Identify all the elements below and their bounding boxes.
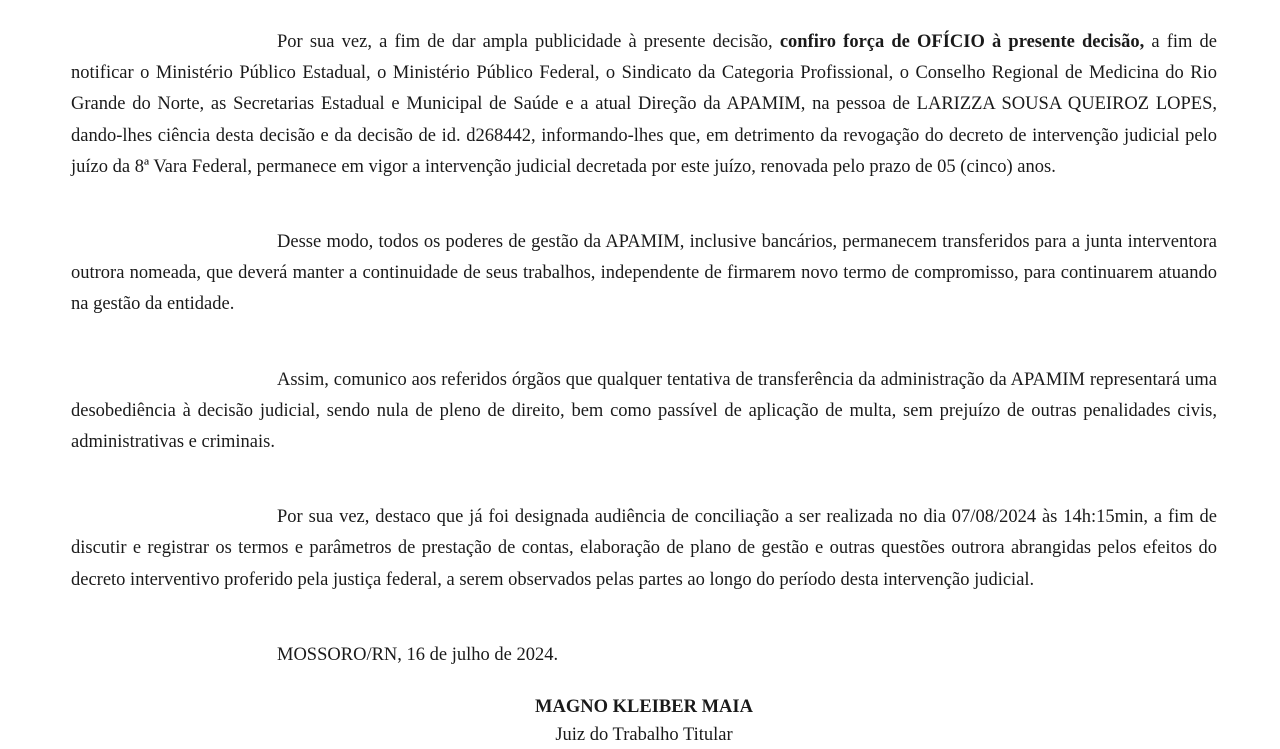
judge-title: Juiz do Trabalho Titular: [555, 725, 733, 746]
paragraph-management-powers: Desse modo, todos os poderes de gestão da APAMIM, inclusive bancários, permanecem transferidos para a junta interventora outrora nomeada, que deverá manter a continuidade de seus trabalhos, independente de firmarem novo termo de compromisso, para continuarem atuando na gestão da entidade.: [71, 232, 1217, 315]
date-location-line: MOSSORO/RN, 16 de julho de 2024.: [277, 644, 559, 665]
document-page: [71, 27, 1217, 749]
paragraph-spacer: [71, 321, 1217, 365]
paragraph-spacer: [71, 596, 1217, 640]
judge-name: MAGNO KLEIBER MAIA: [535, 697, 753, 718]
paragraph-notification-rest: a fim de notificar o Ministério Público Estadual, o Ministério Público Federal, o Sindicato da Categoria Profissional, o Conselho Regional de Medicina do Rio Grande do Norte, as Secretarias Estadual e Municipal de Saúde e a atual Direção da APAMIM, na pessoa de LARIZZA SOUSA QUEIROZ LOPES, dando-lhes ciência desta decisão e da decisão de id. d268442, informando-lhes que, em detrimento da revogação do decreto de intervenção judicial pelo juízo da 8ª Vara Federal, permanece em vigor a intervenção judicial decretada por este juízo, renovada pelo prazo de 05 (cinco) anos.: [71, 32, 1218, 177]
paragraph-warning: Assim, comunico aos referidos órgãos que qualquer tentativa de transferência da administração da APAMIM representará uma desobediência à decisão judicial, sendo nula de pleno de direito, bem como passível de aplicação de multa, sem prejuízo de outras penalidades civis, administrativas e criminais.: [71, 369, 1217, 453]
paragraph-spacer: [71, 183, 1217, 227]
signature-block: [71, 693, 1217, 749]
paragraph-notification-emphasis: confiro força de OFÍCIO à presente decisão,: [779, 32, 1145, 52]
paragraph-notification: [71, 27, 1217, 183]
paragraph-hearing: Por sua vez, destaco que já foi designada audiência de conciliação a ser realizada no dia 07/08/2024 às 14h:15min, a fim de discutir e registrar os termos e parâmetros de prestação de contas, elaboração de plano de gestão e outras questões outrora abrangidas pelos efeitos do decreto interventivo proferido pela justiça federal, a serem observados pelas partes ao longo do período desta intervenção judicial.: [71, 507, 1217, 590]
paragraph-notification-start: Por sua vez, a fim de dar ampla publicidade à presente decisão,: [277, 32, 780, 52]
paragraph-spacer: [71, 458, 1217, 502]
